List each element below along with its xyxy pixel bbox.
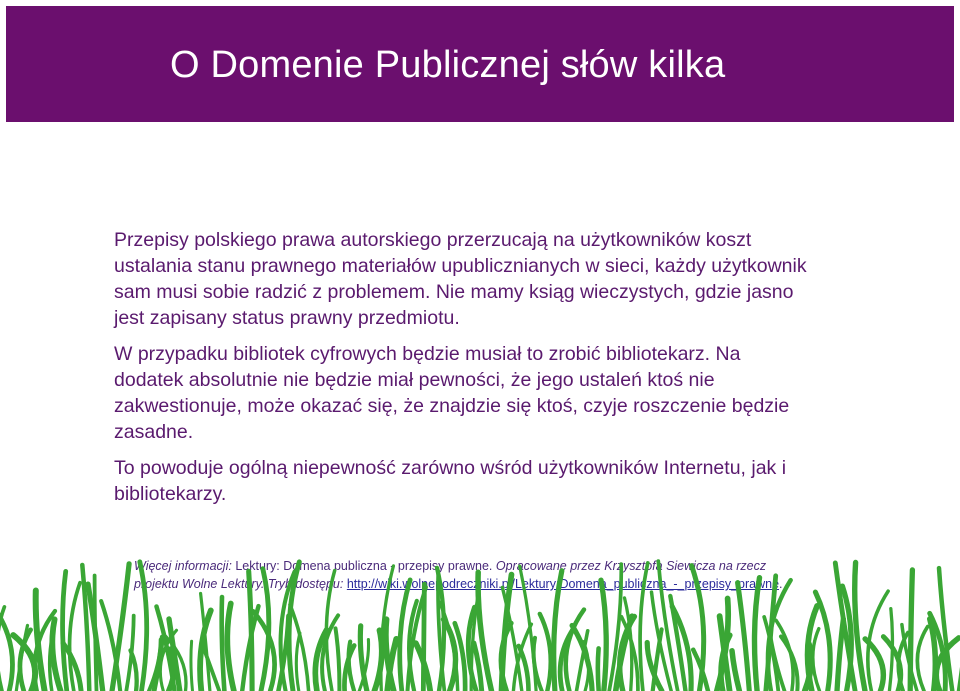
grass-blade bbox=[95, 576, 97, 691]
paragraph-3: To powoduje ogólną niepewność zarówno wśród użytkowników Internetu, jak i bibliotekarzy. bbox=[114, 457, 787, 505]
grass-blade bbox=[63, 643, 81, 691]
grass-blade bbox=[502, 587, 521, 691]
grass-blade bbox=[0, 607, 4, 691]
grass-blade bbox=[160, 630, 176, 691]
grass-blade bbox=[764, 617, 778, 691]
grass-blade bbox=[598, 648, 599, 691]
grass-blade bbox=[883, 637, 900, 691]
grass-blade bbox=[616, 616, 632, 691]
grass-blade bbox=[910, 570, 912, 691]
grass-blade bbox=[560, 628, 573, 691]
grass-blade bbox=[440, 602, 458, 691]
grass-blade bbox=[622, 617, 638, 691]
grass-blade bbox=[468, 607, 476, 691]
grass-blade bbox=[936, 638, 958, 691]
grass-blade bbox=[917, 627, 927, 691]
grass-blade bbox=[519, 646, 529, 691]
grass-blade bbox=[253, 611, 274, 691]
grass-blade bbox=[939, 568, 952, 691]
grass-blade bbox=[13, 635, 35, 691]
grass-blade bbox=[583, 642, 588, 691]
grass-blade bbox=[36, 591, 45, 691]
grass-blade bbox=[101, 601, 120, 691]
grass-blade bbox=[70, 583, 80, 691]
paragraph-1: Przepisy polskiego prawa autorskiego przerzucają na użytkowników koszt ustalania stanu prawnego materiałów upublicznianych w sieci, każdy użytkownik sam musi sobie radzić z problemem. Nie mamy ksiąg wieczystych, gdzie jasno jest zapisany status prawny przedmiotu. bbox=[114, 229, 807, 329]
grass-blade bbox=[154, 637, 162, 691]
grass-blade bbox=[227, 604, 234, 691]
grass-blade bbox=[278, 616, 288, 691]
grass-blade bbox=[16, 625, 27, 691]
source-link[interactable]: http://wiki.wolnepodreczniki.pl/Lektury:Domena_publiczna_-_przepisy_prawne bbox=[346, 577, 780, 591]
grass-blade bbox=[670, 596, 685, 691]
grass-blade bbox=[672, 607, 691, 691]
grass-blade bbox=[868, 591, 888, 691]
grass-blade bbox=[34, 611, 55, 691]
grass-blade bbox=[423, 584, 424, 691]
grass-blade bbox=[359, 640, 368, 691]
grass-blade bbox=[315, 630, 326, 691]
grass-blade bbox=[63, 571, 67, 691]
grass-blade bbox=[534, 638, 542, 691]
grass-blade bbox=[112, 564, 129, 691]
grass-blade bbox=[647, 643, 662, 691]
grass-blade bbox=[290, 605, 309, 691]
grass-blade bbox=[842, 586, 851, 691]
grass-blade bbox=[835, 563, 855, 691]
grass-blade bbox=[296, 633, 300, 691]
grass-blade bbox=[336, 628, 340, 691]
grass-blade bbox=[693, 650, 708, 691]
grass-blade bbox=[566, 610, 584, 691]
grass-blade bbox=[738, 583, 750, 691]
grass-blade bbox=[149, 640, 161, 691]
source-credit: Opracowane przez Krzysztofa Siewicza na rzecz projektu Wolne Lektury. Tryb dostępu: bbox=[134, 559, 767, 591]
grass-blade bbox=[386, 619, 394, 691]
grass-blade bbox=[344, 646, 354, 691]
grass-blade bbox=[360, 626, 367, 691]
grass-blade bbox=[601, 580, 606, 691]
grass-blade bbox=[813, 629, 820, 691]
grass-blade bbox=[770, 636, 784, 691]
grass-blade bbox=[540, 614, 551, 691]
grass-blade bbox=[755, 578, 760, 691]
grass-blade bbox=[202, 644, 219, 691]
grass-blade bbox=[653, 629, 662, 691]
grass-blade bbox=[620, 617, 635, 691]
grass-blade bbox=[169, 619, 180, 691]
grass-blade bbox=[781, 637, 798, 691]
grass-blade bbox=[50, 630, 54, 691]
grass-blade bbox=[837, 619, 843, 691]
grass-blade bbox=[902, 625, 917, 691]
grass-blade bbox=[717, 599, 728, 691]
grass-blade bbox=[625, 598, 632, 691]
grass-blade bbox=[201, 594, 210, 691]
grass-blade bbox=[572, 626, 592, 691]
grass-blade bbox=[131, 650, 137, 691]
grass-blade bbox=[242, 606, 258, 691]
grass-blade bbox=[855, 563, 865, 691]
grass-blade bbox=[898, 633, 908, 691]
grass-blade bbox=[766, 576, 776, 691]
grass-blade bbox=[400, 580, 410, 691]
grass-blade bbox=[52, 619, 60, 691]
grass-blade bbox=[166, 636, 186, 691]
grass-blade bbox=[930, 613, 946, 691]
grass-blade bbox=[930, 619, 936, 691]
grass-blade bbox=[455, 623, 465, 691]
grass-blade bbox=[805, 644, 811, 691]
grass-blade bbox=[808, 606, 818, 691]
grass-blade bbox=[471, 598, 477, 691]
slide-body bbox=[114, 227, 814, 517]
grass-blade bbox=[409, 601, 417, 691]
grass-blade bbox=[865, 639, 883, 691]
grass-blade bbox=[815, 592, 830, 691]
grass-blade bbox=[169, 649, 174, 691]
grass-blade bbox=[776, 620, 793, 691]
grass-blade bbox=[222, 597, 225, 691]
grass-blade bbox=[408, 587, 426, 691]
slide-title: O Domenie Publicznej słów kilka bbox=[170, 44, 726, 86]
source-title: Lektury: Domena publiczna - przepisy prawne. bbox=[235, 559, 493, 573]
grass-blade bbox=[768, 580, 791, 691]
grass-blade bbox=[720, 616, 730, 691]
source-end: . bbox=[779, 577, 783, 591]
grass-blade bbox=[82, 565, 89, 691]
grass-blade bbox=[20, 630, 31, 691]
grass-blade bbox=[577, 631, 588, 691]
grass-blade bbox=[501, 623, 511, 691]
grass-blade bbox=[200, 610, 211, 691]
grass-blade bbox=[474, 643, 482, 691]
paragraph-2: W przypadku bibliotek cyfrowych będzie musiał to zrobić bibliotekarz. Na dodatek absolutnie nie będzie miał pewności, że jego ustaleń ktoś nie zakwestionuje, może okazać się, że znajdzie się ktoś, czyje roszczenie będzie zasadne. bbox=[114, 343, 790, 443]
grass-blade bbox=[157, 607, 175, 691]
grass-blade bbox=[374, 630, 381, 691]
source-intro: Więcej informacji: bbox=[134, 559, 236, 573]
grass-blade bbox=[88, 584, 103, 691]
grass-blade bbox=[322, 615, 338, 691]
grass-blade bbox=[732, 651, 739, 691]
grass-blade bbox=[126, 616, 133, 691]
grass-blade bbox=[0, 605, 12, 691]
grass-blade bbox=[349, 642, 354, 691]
grass-blade bbox=[721, 635, 730, 691]
grass-blade bbox=[444, 619, 456, 691]
grass-blade bbox=[889, 609, 892, 691]
grass-blade bbox=[191, 641, 193, 691]
grass-blade bbox=[416, 643, 430, 691]
grass-blade bbox=[652, 592, 672, 691]
grass-blade bbox=[513, 624, 531, 691]
grass-blade bbox=[387, 639, 396, 691]
source-note bbox=[134, 557, 794, 593]
